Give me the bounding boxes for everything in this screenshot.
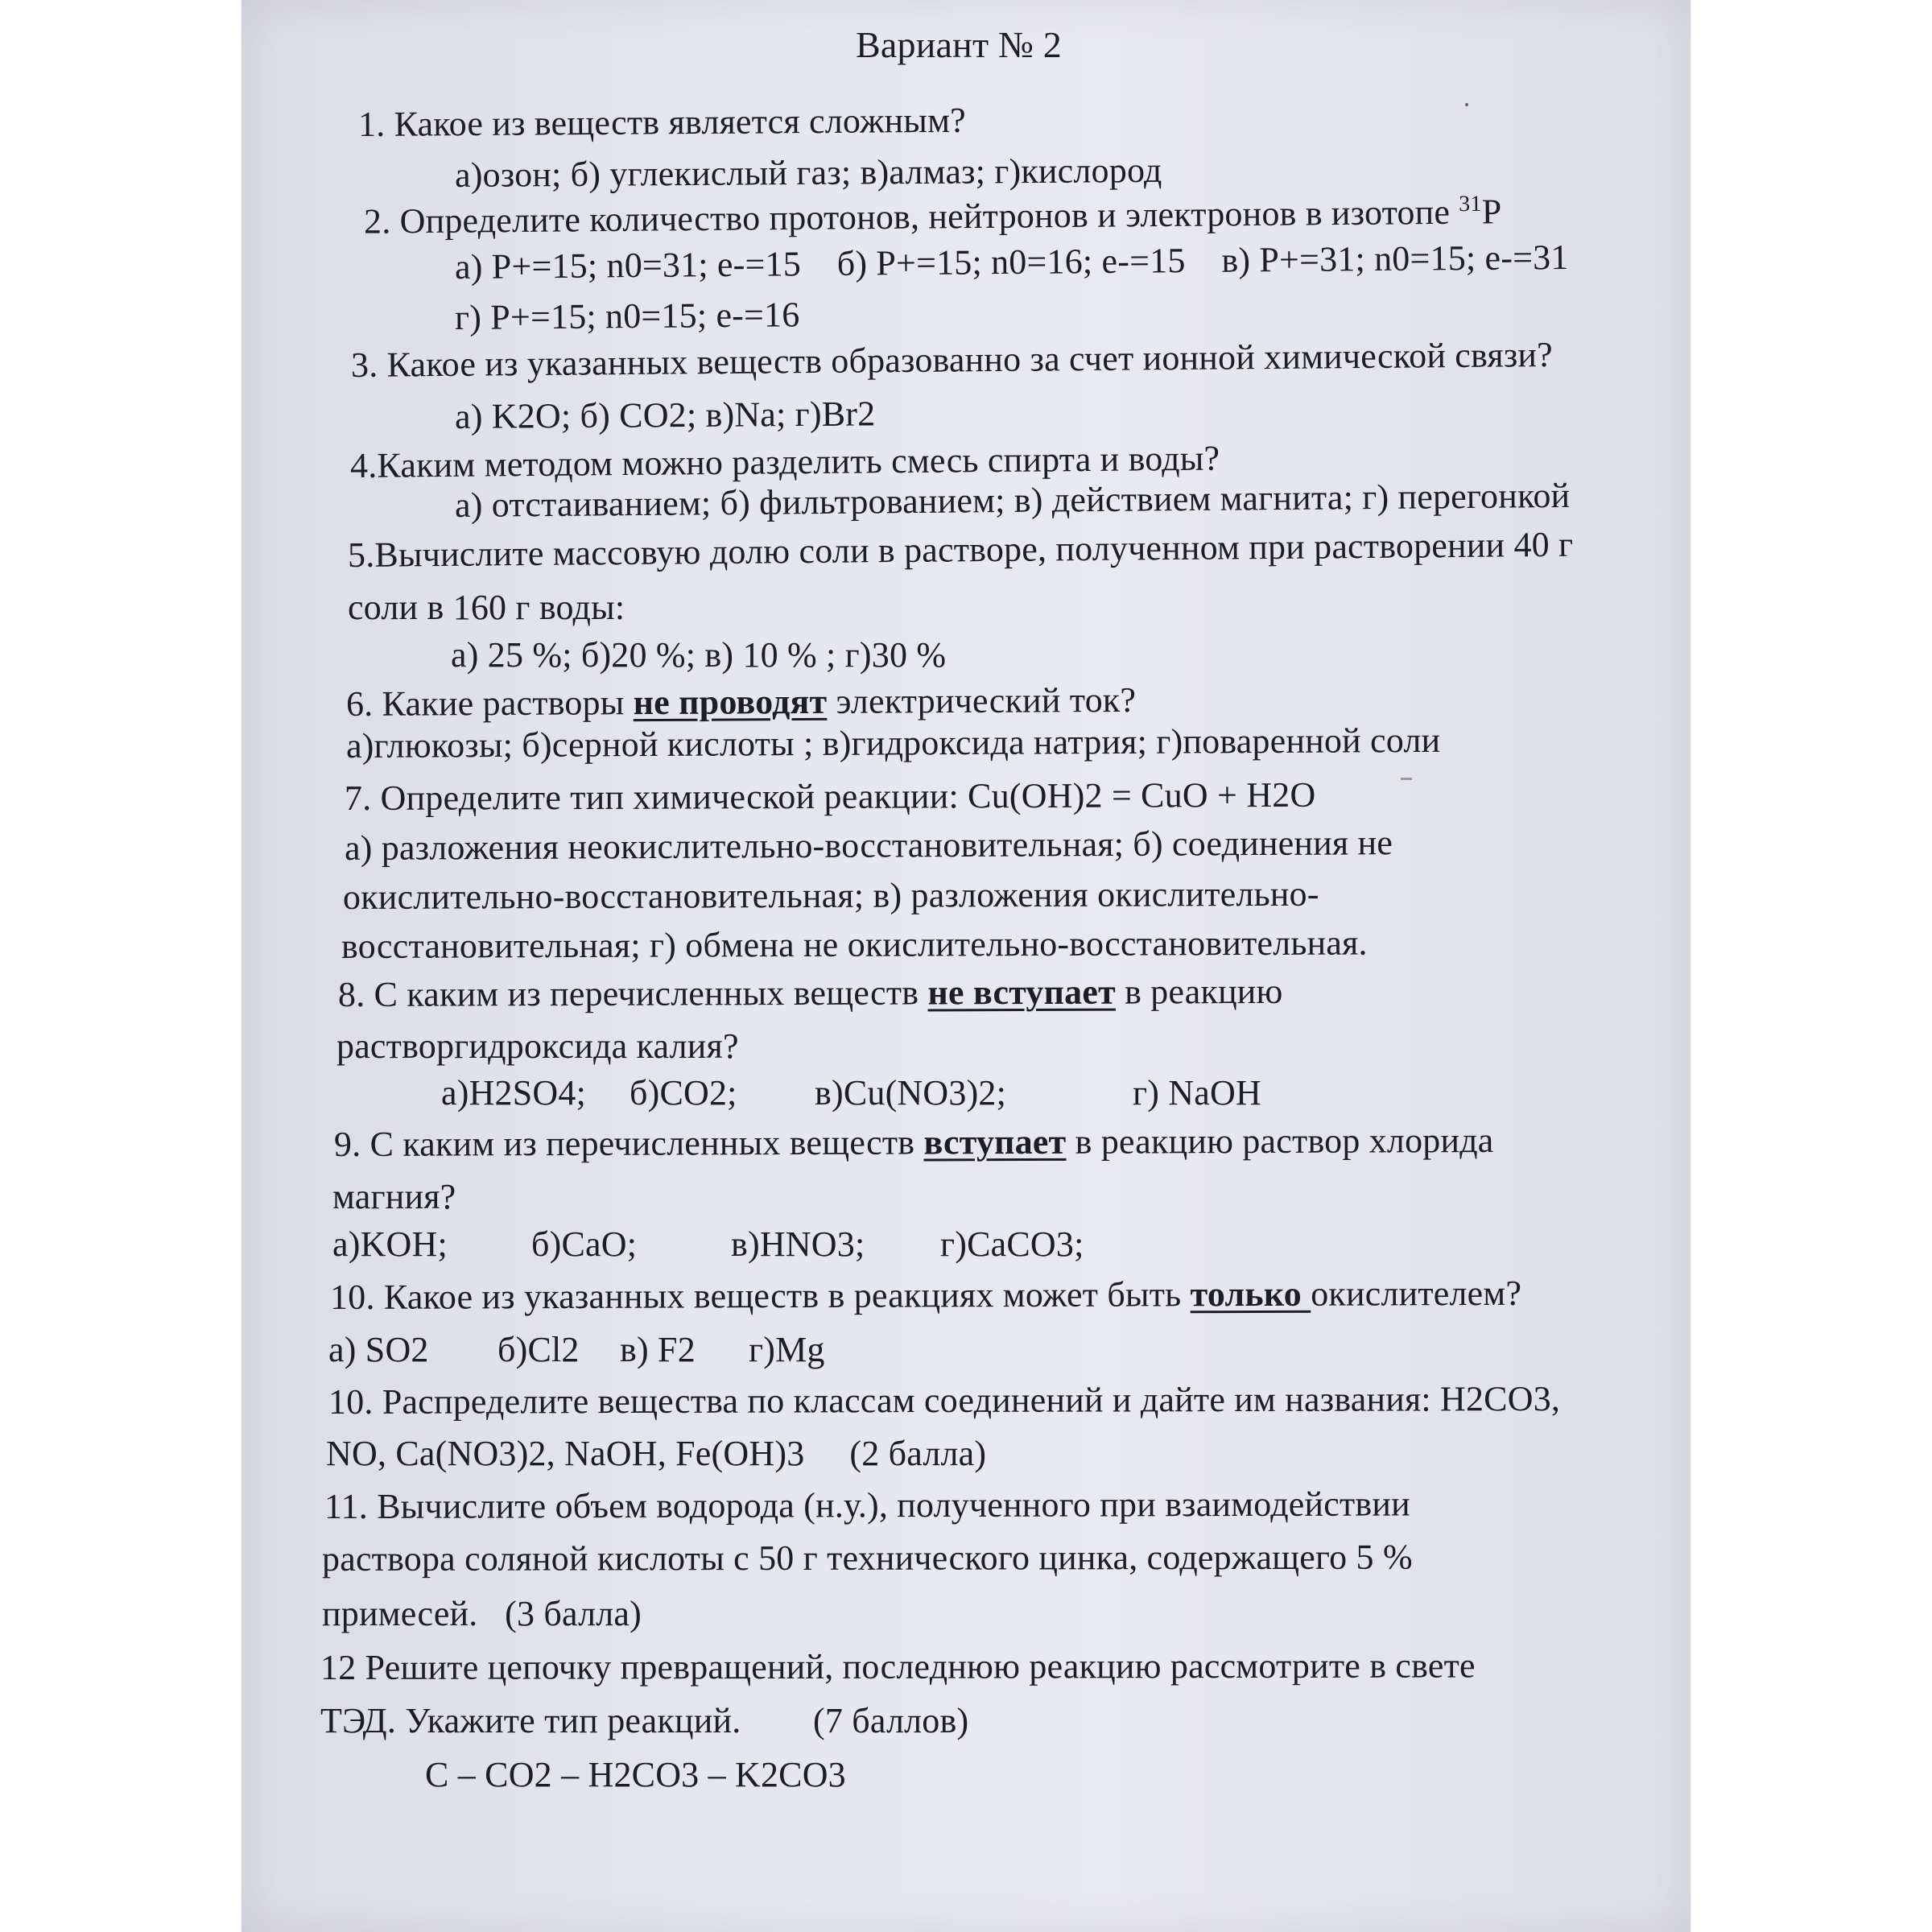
question-5: 5.Вычислите массовую долю соли в растворе, полученном при растворении 40 г [347, 524, 1574, 575]
question-4-options: а) отстаиванием; б) фильтрованием; в) действием магнита; г) перегонкой [454, 475, 1571, 525]
question-12-cont [320, 1703, 968, 1739]
question-5-cont: соли в 160 г воды: [348, 588, 625, 627]
question-10b-substances: NO, Ca(NO3)2, NaOH, Fe(OH)3 [326, 1434, 805, 1473]
question-10a-option-b: б)Cl2 [497, 1330, 580, 1369]
question-10a-pre: 10. Какое из указанных веществ в реакциях может быть [329, 1274, 1191, 1317]
question-2-option-c: в) P+=31; n0=15; e-=31 [1221, 237, 1569, 280]
question-9-option-a: а)KOH; [332, 1224, 448, 1264]
question-2-option-b: б) P+=15; n0=16; e-=15 [836, 241, 1186, 283]
question-7: 7. Определите тип химической реакции: Cu(OH)2 = CuO + H2O [344, 774, 1316, 818]
question-9-option-c: в)HNO3; [731, 1224, 865, 1264]
question-6-pre: 6. Какие растворы [345, 683, 634, 724]
question-11-end [322, 1596, 642, 1632]
paper-sheet [242, 0, 1690, 1932]
question-12-points: (7 баллов) [813, 1701, 969, 1740]
isotope-symbol: P [1481, 192, 1502, 232]
question-12-chain: C – CO2 – H2CO3 – K2CO3 [425, 1755, 846, 1794]
question-6-emphasis: не проводят [633, 681, 828, 723]
question-2-text: 2. Определите количество протонов, нейтронов и электронов в изотопе [363, 192, 1451, 242]
question-2-options-row [454, 237, 1569, 287]
question-8-post: в реакцию [1115, 971, 1283, 1012]
question-2 [364, 193, 1502, 240]
question-10a-option-c: в) F2 [620, 1330, 696, 1369]
question-6-options: а)глюкозы; б)серной кислоты ; в)гидроксида натрия; г)поваренной соли [345, 720, 1441, 766]
question-9-option-d: г)CaCO3; [940, 1224, 1084, 1264]
question-2-option-a: а) P+=15; n0=31; e-=15 [454, 244, 802, 287]
question-8-cont: растворгидроксида калия? [336, 1026, 739, 1066]
question-8-emphasis: не вступает [927, 972, 1116, 1013]
question-1: 1. Какое из веществ является сложным? [357, 100, 967, 144]
question-7-options-2: окислительно-восстановительная; в) разложения окислительно- [342, 873, 1319, 917]
question-3: 3. Какое из указанных веществ образованно за счет ионной химической связи? [350, 334, 1554, 385]
question-11-points: (3 балла) [505, 1594, 642, 1633]
question-10a-post: окислителем? [1311, 1273, 1522, 1314]
question-8-option-d: г) NaOH [1133, 1073, 1261, 1113]
question-10a-emphasis: только [1190, 1274, 1311, 1315]
question-11: 11. Вычислите объем водорода (н.у.), полученного при взаимодействии [324, 1484, 1410, 1526]
question-8 [337, 971, 1283, 1014]
question-6 [345, 679, 1137, 724]
question-8-option-b: б)CO2; [630, 1073, 737, 1113]
question-9-cont: магния? [332, 1177, 456, 1216]
question-9-post: в реакцию раствор хлорида [1066, 1120, 1494, 1162]
question-7-options-3: восстановительная; г) обмена не окислительно-восстановительная. [341, 923, 1368, 966]
question-8-pre: 8. С каким из перечисленных веществ [337, 972, 928, 1014]
question-7-options-1: а) разложения неокислительно-восстановительная; б) соединения не [344, 823, 1393, 868]
question-2-option-d: г) P+=15; n0=15; e-=16 [454, 295, 800, 337]
question-10a-option-a: а) SO2 [328, 1330, 429, 1369]
paper-speck [1465, 103, 1468, 106]
isotope-mass-number: 31 [1459, 191, 1482, 217]
question-8-option-c: в)Cu(NO3)2; [815, 1073, 1007, 1113]
question-4: 4.Каким методом можно разделить смесь спирта и воды? [349, 438, 1220, 485]
question-9-option-b: б)CaO; [531, 1224, 638, 1264]
question-12: 12 Решите цепочку превращений, последнюю реакцию рассмотрите в свете [320, 1645, 1476, 1687]
question-9-pre: 9. С каким из перечисленных веществ [333, 1122, 924, 1164]
question-10b: 10. Распределите вещества по классам соединений и дайте им названия: H2CO3, [328, 1378, 1561, 1422]
paper-mark [1401, 778, 1412, 780]
question-10b-points: (2 балла) [849, 1434, 987, 1473]
page-title: Вариант № 2 [856, 24, 1062, 65]
question-1-options: а)озон; б) углекислый газ; в)алмаз; г)кислород [454, 150, 1162, 195]
question-9-emphasis: вступает [923, 1121, 1067, 1162]
question-8-option-a: а)H2SO4; [441, 1073, 587, 1113]
question-11-cont: раствора соляной кислоты с 50 г технического цинка, содержащего 5 % [321, 1537, 1413, 1579]
question-6-post: электрический ток? [827, 679, 1137, 721]
question-10b-cont [326, 1436, 986, 1472]
question-3-options: а) K2O; б) CO2; в)Na; г)Br2 [454, 394, 876, 436]
question-12-text: ТЭД. Укажите тип реакций. [320, 1701, 741, 1740]
question-5-options: а) 25 %; б)20 %; в) 10 % ; г)30 % [451, 635, 947, 675]
question-11-text: примесей. [322, 1594, 478, 1633]
question-10a-option-d: г)Mg [749, 1330, 825, 1369]
question-9 [333, 1120, 1494, 1164]
question-10a [329, 1273, 1522, 1317]
